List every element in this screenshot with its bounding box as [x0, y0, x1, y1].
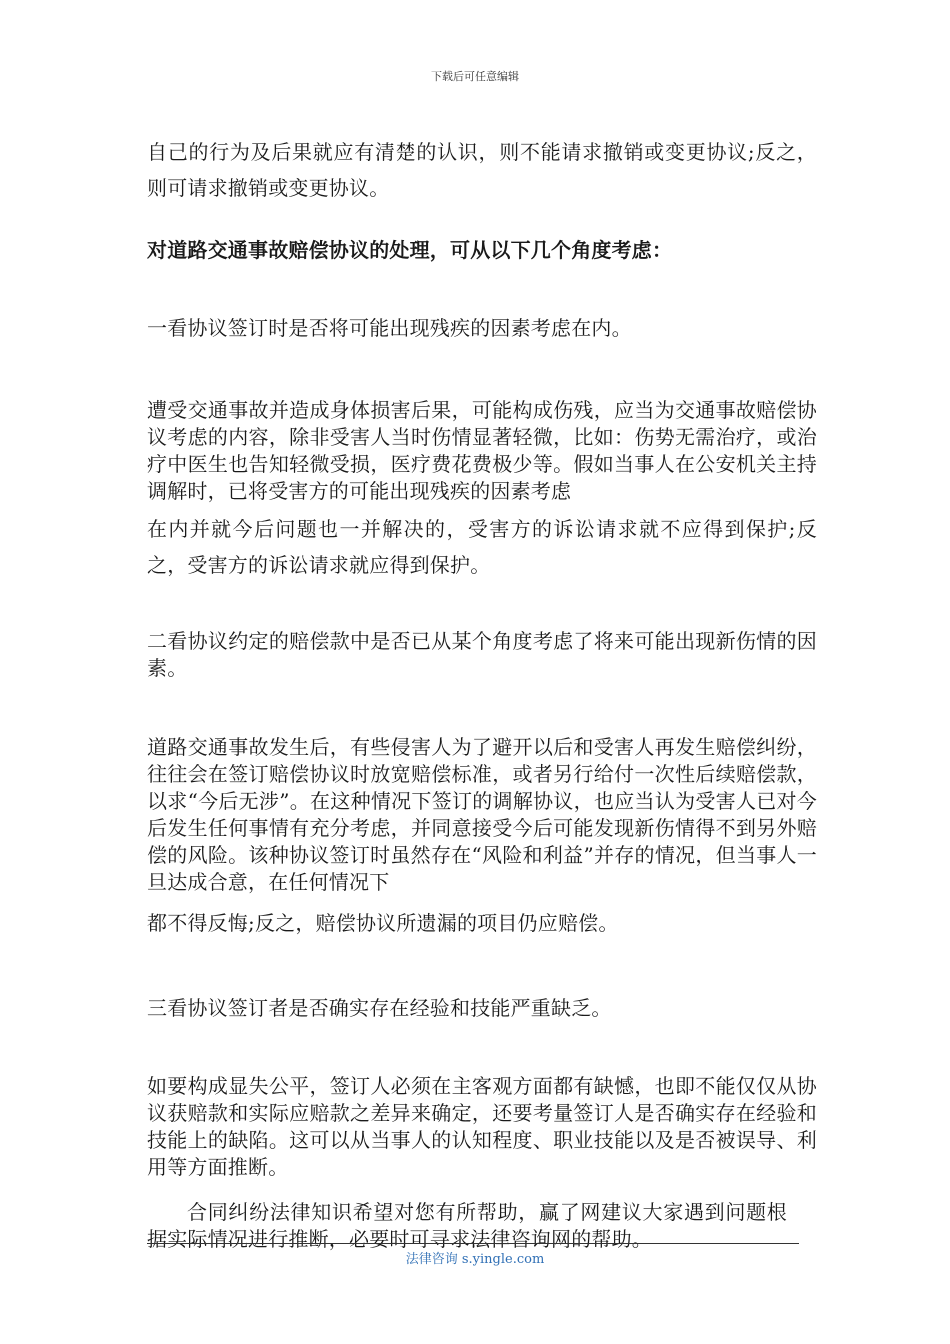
- point-one-heading: 一看协议签订时是否将可能出现残疾的因素考虑在内。: [147, 316, 632, 340]
- point-one-body: 遭受交通事故并造成身体损害后果，可能构成伤残，应当为交通事故赔偿协议考虑的内容，除非受害人当时伤情显著轻微，比如：伤势无需治疗，或治疗中医生也告知轻微受损，医疗费花费极少等。假如当事人在公安机关主持调解时，已将受害方的可能出现残疾的因素考虑: [147, 398, 817, 503]
- footer-divider: [147, 1243, 799, 1244]
- section-heading: 对道路交通事故赔偿协议的处理，可从以下几个角度考虑：: [147, 238, 673, 262]
- point-two-body-continued: 都不得反悔;反之，赔偿协议所遗漏的项目仍应赔偿。: [147, 911, 619, 935]
- page-header: 下载后可任意编辑: [431, 70, 519, 83]
- point-three-body: 如要构成显失公平，签订人必须在主客观方面都有缺憾，也即不能仅仅从协议获赔款和实际应赔款之差异来确定，还要考量签订人是否确实存在经验和技能上的缺陷。这可以从当事人的认知程度、职业技能以及是否被误导、利用等方面推断。: [147, 1074, 817, 1179]
- paragraph-continuation: 自己的行为及后果就应有清楚的认识，则不能请求撤销或变更协议;反之，则可请求撤销或变更协议。: [147, 140, 817, 200]
- closing-paragraph: 合同纠纷法律知识希望对您有所帮助，赢了网建议大家遇到问题根据实际情况进行推断，必要时可寻求法律咨询网的帮助。: [147, 1200, 787, 1251]
- footer-link[interactable]: 法律咨询 s.yingle.com: [405, 1252, 545, 1267]
- point-three-heading: 三看协议签订者是否确实存在经验和技能严重缺乏。: [147, 996, 612, 1020]
- document-body: [147, 134, 817, 1253]
- point-one-body-continued: 在内并就今后问题也一并解决的，受害方的诉讼请求就不应得到保护;反之，受害方的诉讼请求就应得到保护。: [147, 517, 817, 577]
- point-two-heading: 二看协议约定的赔偿款中是否已从某个角度考虑了将来可能出现新伤情的因素。: [147, 629, 817, 680]
- point-two-body: 道路交通事故发生后，有些侵害人为了避开以后和受害人再发生赔偿纠纷，往往会在签订赔偿协议时放宽赔偿标准，或者另行给付一次性后续赔偿款，以求“今后无涉”。在这种情况下签订的调解协议，也应当认为受害人已对今后发生任何事情有充分考虑，并同意接受今后可能发现新伤情得不到另外赔偿的风险。该种协议签订时虽然存在“风险和利益”并存的情况，但当事人一旦达成合意，在任何情况下: [147, 735, 817, 894]
